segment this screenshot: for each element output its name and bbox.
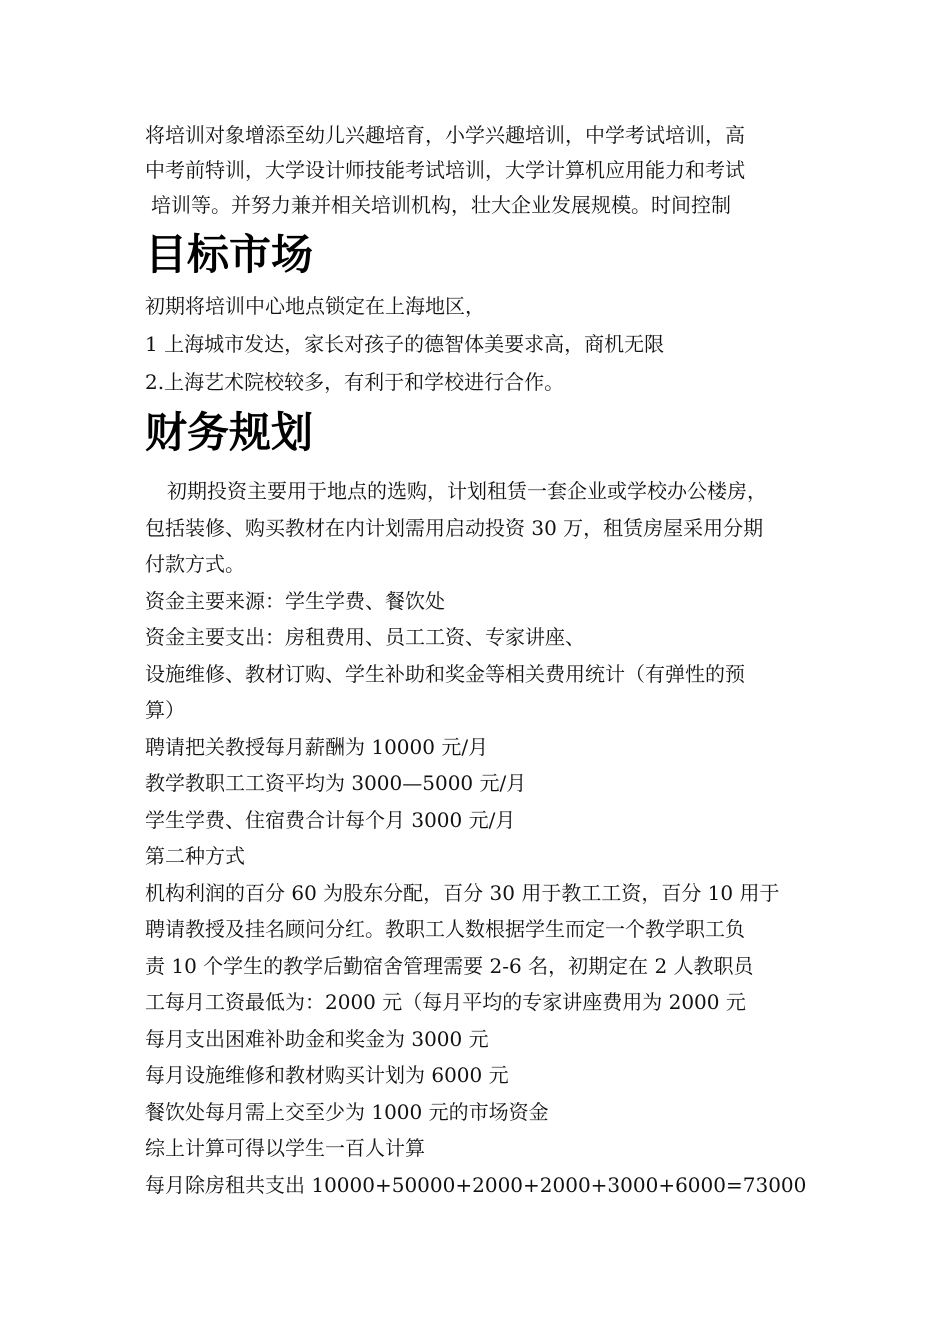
text-line: 将培训对象增添至幼儿兴趣培育，小学兴趣培训，中学考试培训，高: [145, 123, 745, 147]
heading-target-market: 目标市场: [145, 230, 314, 279]
text-line: 包括装修、购买教材在内计划需用启动投资 30 万，租赁房屋采用分期: [145, 515, 764, 540]
target-market-section: [145, 287, 815, 401]
text-line: 培训等。并努力兼并相关培训机构，壮大企业发展规模。时间控制: [151, 193, 731, 217]
text-line: 学生学费、住宿费合计每个月 3000 元/月: [145, 807, 516, 832]
text-line: 第二种方式: [145, 844, 245, 868]
text-line: 聘请把关教授每月薪酬为 10000 元/月: [145, 734, 489, 759]
text-line: 设施维修、教材订购、学生补助和奖金等相关费用统计（有弹性的预: [145, 661, 745, 686]
text-line: 算）: [145, 698, 185, 722]
text-line: 付款方式。: [145, 552, 245, 576]
text-line: 每月设施维修和教材购买计划为 6000 元: [145, 1063, 509, 1087]
finance-section: [145, 473, 815, 1203]
text-line: 初期投资主要用于地点的选购，计划租赁一套企业或学校办公楼房，: [167, 479, 767, 503]
heading-finance: 财务规划: [145, 408, 314, 457]
text-line: 中考前特训，大学设计师技能考试培训，大学计算机应用能力和考试: [145, 158, 745, 182]
text-line: 资金主要来源：学生学费、餐饮处: [145, 588, 445, 613]
text-line: 教学教职工工资平均为 3000—5000 元/月: [145, 771, 527, 795]
document-body: [145, 118, 815, 1203]
text-line: 2.上海艺术院校较多，有利于和学校进行合作。: [145, 370, 565, 394]
text-line: 聘请教授及挂名顾问分红。教职工人数根据学生而定一个教学职工负: [145, 917, 745, 941]
text-line: 责 10 个学生的教学后勤宿舍管理需要 2-6 名，初期定在 2 人教职员: [145, 953, 754, 978]
text-line: 机构利润的百分 60 为股东分配，百分 30 用于教工工资，百分 10 用于: [145, 880, 780, 905]
intro-paragraph: [145, 118, 815, 223]
text-line: 每月支出困难补助金和奖金为 3000 元: [145, 1026, 489, 1051]
text-line: 1 上海城市发达，家长对孩子的德智体美要求高，商机无限: [145, 332, 665, 356]
text-line: 综上计算可得以学生一百人计算: [145, 1136, 425, 1160]
text-line: 工每月工资最低为：2000 元（每月平均的专家讲座费用为 2000 元: [145, 990, 746, 1014]
text-line: 初期将培训中心地点锁定在上海地区，: [145, 294, 485, 318]
text-line: 资金主要支出：房租费用、员工工资、专家讲座、: [145, 625, 585, 649]
text-line: 每月除房租共支出 10000+50000+2000+2000+3000+6000=73000: [145, 1172, 807, 1197]
text-line: 餐饮处每月需上交至少为 1000 元的市场资金: [145, 1099, 549, 1124]
